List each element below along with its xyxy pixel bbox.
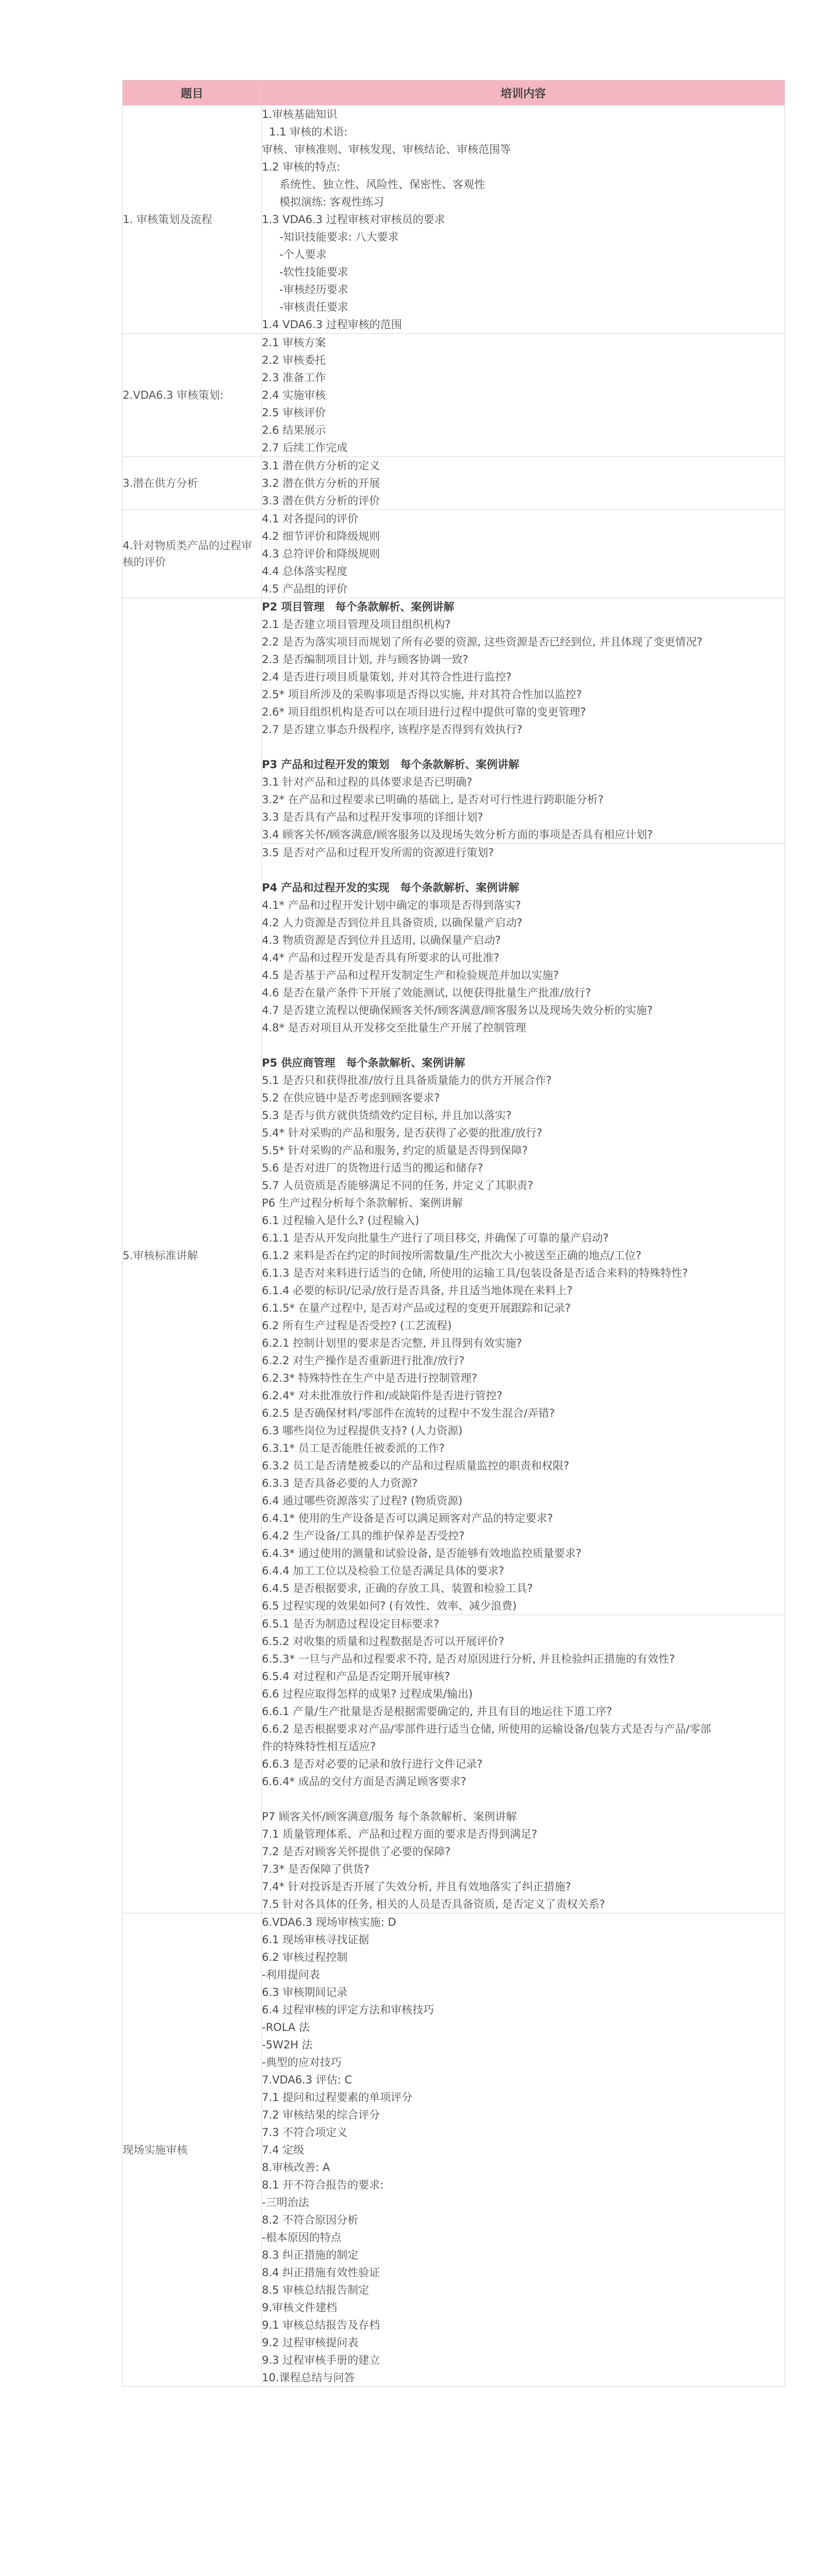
topic-cell: 3.潜在供方分析	[123, 457, 262, 510]
content-line: 2.2 审核委托	[262, 354, 326, 366]
content-line: 7.2 审核结果的综合评分	[262, 2109, 380, 2121]
table-body	[123, 106, 785, 2387]
content-line: 3.3 潜在供方分析的评价	[262, 495, 380, 507]
content-line: 系统性、独立性、风险性、保密性、客观性	[279, 178, 485, 191]
content-line: 6.2.2 对生产操作是否重新进行批准/放行?	[262, 1354, 465, 1367]
content-line: 8.审核改善: A	[262, 2161, 330, 2174]
header-content: 培训内容	[262, 80, 785, 106]
content-line: 4.4 总体落实程度	[262, 565, 348, 578]
table-row	[123, 1913, 785, 2387]
content-line: -三明治法	[262, 2196, 309, 2209]
content-cell	[262, 334, 785, 457]
content-line: 6.6 过程应取得怎样的成果? 过程成果/输出)	[262, 1688, 473, 1700]
content-line: 8.2 不符合原因分析	[262, 2214, 359, 2226]
content-line: 6.5.1 是否为制造过程设定目标要求?	[262, 1618, 440, 1630]
content-line: 6.2.3* 特殊特性在生产中是否进行控制管理?	[262, 1372, 477, 1384]
content-line: 6.4.5 是否根据要求, 正确的存放工具、装置和检验工具?	[262, 1582, 533, 1595]
content-line: 6.1.5* 在量产过程中, 是否对产品或过程的变更开展跟踪和记录?	[262, 1302, 571, 1314]
content-line: 5.2 在供应链中是否考虑到顾客要求?	[262, 1092, 440, 1104]
blank-line	[262, 1037, 784, 1054]
content-line: 6.1.3 是否对来料进行适当的仓储, 所使用的运输工具/包装设备是否适合来料的特殊特性?	[262, 1267, 688, 1279]
content-line: 6.2.1 控制计划里的要求是否完整, 并且得到有效实施?	[262, 1337, 522, 1349]
content-line: 5.3 是否与供方就供货绩效约定目标, 并且加以落实?	[262, 1109, 512, 1122]
content-line: 3.3 是否具有产品和过程开发事项的详细计划?	[262, 811, 483, 823]
content-line: 6.4.2 生产设备/工具的维护保养是否受控?	[262, 1530, 465, 1542]
content-line: 6.4.3* 通过使用的测量和试验设备, 是否能够有效地监控质量要求?	[262, 1547, 582, 1560]
content-line: 4.2 细节评价和降级规则	[262, 530, 380, 543]
content-line: 6.1.1 是否从开发向批量生产进行了项目移交, 并确保了可靠的量产启动?	[262, 1232, 609, 1244]
content-line: 4.8* 是否对项目从开发移交至批量生产开展了控制管理	[262, 1022, 526, 1034]
content-line: 8.5 审核总结报告制定	[262, 2284, 370, 2296]
content-line: 4.5 产品组的评价	[262, 583, 348, 595]
content-line: 8.4 纠正措施有效性验证	[262, 2266, 380, 2279]
content-line: 4.2 人力资源是否到位并且具备资质, 以确保量产启动?	[262, 917, 523, 929]
content-line: 6.6.3 是否对必要的记录和放行进行文件记录?	[262, 1758, 483, 1770]
content-line: 2.3 是否编制项目计划, 并与顾客协调一致?	[262, 653, 469, 666]
content-line: 6.1.4 必要的标识/记录/放行是否具备, 并且适当地体现在来料上?	[262, 1284, 573, 1297]
content-line: 6.2.5 是否确保材料/零部件在流转的过程中不发生混合/弄错?	[262, 1407, 555, 1419]
blank-line	[262, 861, 784, 879]
content-line: 3.2 潜在供方分析的开展	[262, 477, 380, 489]
content-line: 6.5.3* 一旦与产品和过程要求不符, 是否对原因进行分析, 并且检验纠正措施的有效性?	[262, 1653, 675, 1665]
content-line: P3 产品和过程开发的策划 每个条款解析、案例讲解	[262, 758, 520, 771]
content-cell	[262, 844, 785, 1615]
blank-line	[262, 1790, 784, 1808]
content-line: 9.2 过程审核提问表	[262, 2336, 359, 2349]
content-line: 7.4* 针对投诉是否开展了失效分析, 并且有效地落实了纠正措施?	[262, 1880, 572, 1893]
content-line: 1.3 VDA6.3 过程审核对审核员的要求	[262, 213, 445, 226]
topic-cell: 现场实施审核	[123, 1913, 262, 2387]
content-line: 件的特殊特性相互适应?	[262, 1740, 376, 1753]
content-line: 7.1 质量管理体系、产品和过程方面的要求是否得到满足?	[262, 1828, 538, 1840]
content-line: 6.3.2 员工是否清楚被委以的产品和过程质量监控的职责和权限?	[262, 1460, 570, 1472]
content-line: P2 项目管理 每个条款解析、案例讲解	[262, 601, 455, 613]
content-line: 4.3 总符评价和降级规则	[262, 548, 380, 560]
topic-cell: 2.VDA6.3 审核策划:	[123, 334, 262, 457]
content-line: 2.6 结果展示	[262, 424, 326, 436]
content-line: 4.7 是否建立流程以便确保顾客关怀/顾客满意/顾客服务以及现场失效分析的实施?	[262, 1004, 653, 1016]
content-line: -审核责任要求	[279, 301, 348, 313]
content-line: 3.1 针对产品和过程的具体要求是否已明确?	[262, 776, 473, 788]
content-line: 3.4 顾客关怀/顾客满意/顾客服务以及现场失效分析方面的事项是否具有相应计划?	[262, 828, 653, 841]
table-row	[123, 510, 785, 598]
content-line: 3.5 是否对产品和过程开发所需的资源进行策划?	[262, 846, 494, 859]
training-table	[122, 80, 785, 2387]
content-line: 7.4 定级	[262, 2144, 305, 2156]
content-line: 6.3 审核期间记录	[262, 1986, 348, 1998]
content-line: 6.3.3 是否具备必要的人力资源?	[262, 1477, 418, 1489]
content-line: P6 生产过程分析每个条款解析、案例讲解	[262, 1197, 463, 1209]
content-line: 3.1 潜在供方分析的定义	[262, 460, 380, 472]
content-line: 4.5 是否基于产品和过程开发制定生产和检验规范并加以实施?	[262, 969, 559, 981]
content-line: -ROLA 法	[262, 2021, 310, 2033]
content-line: 模拟演练: 客观性练习	[279, 196, 384, 208]
content-line: 5.5* 针对采购的产品和服务, 约定的质量是否得到保障?	[262, 1144, 528, 1157]
content-line: 5.7 人员资质是否能够满足不同的任务, 并定义了其职责?	[262, 1179, 533, 1192]
content-line: 7.1 提问和过程要素的单项评分	[262, 2091, 413, 2104]
content-line: 4.4* 产品和过程开发是否具有所要求的认可批准?	[262, 952, 499, 964]
content-line: 7.3* 是否保障了供货?	[262, 1863, 370, 1875]
content-line: 1.2 审核的特点:	[262, 161, 341, 173]
content-cell	[262, 1913, 785, 2387]
content-cell	[262, 510, 785, 598]
table-row	[123, 598, 785, 844]
content-line: 6.1 现场审核寻找证据	[262, 1934, 370, 1946]
topic-cell: 5.审核标准讲解	[123, 598, 262, 1913]
header-topic: 题目	[123, 80, 262, 106]
content-line: 2.6* 项目组织机构是否可以在项目进行过程中提供可靠的变更管理?	[262, 706, 586, 718]
content-line: 6.4.4 加工工位以及检验工位是否满足具体的要求?	[262, 1565, 505, 1577]
content-line: 8.1 开不符合报告的要求:	[262, 2179, 384, 2191]
content-line: 6.4 过程审核的评定方法和审核技巧	[262, 2004, 435, 2016]
content-line: 6.1.2 来料是否在约定的时间按所需数量/生产批次大小被送至正确的地点/工位?	[262, 1249, 642, 1262]
content-line: 9.1 审核总结报告及存档	[262, 2319, 380, 2331]
content-line: 2.2 是否为落实项目而规划了所有必要的资源, 这些资源是否已经到位, 并且体现了变更情况?	[262, 636, 703, 648]
content-line: 5.1 是否只和获得批准/放行且具备质量能力的供方开展合作?	[262, 1074, 552, 1087]
content-line: 6.5 过程实现的效果如何? (有效性、效率、减少浪费)	[262, 1600, 517, 1612]
content-line: 6.2 所有生产过程是否受控? (工艺流程)	[262, 1319, 452, 1332]
content-line: -审核经历要求	[279, 283, 348, 296]
content-line: 1.审核基础知识	[262, 108, 338, 121]
content-line: 6.6.2 是否根据要求对产品/零部件进行适当仓储, 所使用的运输设备/包装方式是否与产品/零部	[262, 1723, 711, 1735]
content-line: 审核、审核准则、审核发现、审核结论、审核范围等	[262, 143, 511, 156]
content-cell	[262, 1615, 785, 1913]
blank-line	[262, 738, 784, 756]
table-row	[123, 457, 785, 510]
content-line: 6.VDA6.3 现场审核实施: D	[262, 1916, 396, 1928]
content-line: 2.5 审核评价	[262, 406, 326, 419]
content-line: -5W2H 法	[262, 2039, 313, 2051]
content-line: 6.2.4* 对未批准放行件和/或缺陷件是否进行管控?	[262, 1389, 503, 1402]
content-line: 6.4 通过哪些资源落实了过程? (物质资源)	[262, 1495, 463, 1507]
content-line: -个人要求	[279, 248, 327, 261]
content-line: 8.3 纠正措施的制定	[262, 2249, 359, 2261]
content-line: 2.7 是否建立事态升级程序, 该程序是否得到有效执行?	[262, 723, 523, 736]
content-cell	[262, 457, 785, 510]
table-row	[123, 106, 785, 334]
content-line: -知识技能要求: 八大要求	[279, 231, 399, 243]
content-line: 7.5 针对各具体的任务, 相关的人员是否具备资质, 是否定义了责权关系?	[262, 1898, 605, 1910]
content-line: 6.6.4* 成品的交付方面是否满足顾客要求?	[262, 1775, 466, 1788]
content-line: P5 供应商管理 每个条款解析、案例讲解	[262, 1057, 465, 1069]
content-line: 4.1 对各提问的评价	[262, 513, 359, 525]
content-line: 4.3 物质资源是否到位并且适用, 以确保量产启动?	[262, 934, 501, 946]
content-line: 2.1 是否建立项目管理及项目组织机构?	[262, 618, 451, 631]
content-line: P4 产品和过程开发的实现 每个条款解析、案例讲解	[262, 882, 520, 894]
content-line: 9.3 过程审核手册的建立	[262, 2354, 380, 2366]
content-line: 1.1 审核的术语:	[269, 126, 348, 138]
content-cell	[262, 106, 785, 334]
content-line: 2.3 准备工作	[262, 371, 326, 384]
content-line: 1.4 VDA6.3 过程审核的范围	[262, 318, 402, 331]
content-line: 9.审核文件建档	[262, 2301, 338, 2314]
content-line: -利用提问表	[262, 1969, 320, 1981]
topic-cell: 4.针对物质类产品的过程审核的评价	[123, 510, 262, 598]
content-line: 7.3 不符合项定义	[262, 2126, 348, 2139]
table-header-row	[123, 80, 785, 106]
content-line: 2.7 后续工作完成	[262, 442, 348, 454]
content-line: 6.1 过程输入是什么? (过程输入)	[262, 1214, 420, 1227]
content-line: 2.5* 项目所涉及的采购事项是否得以实施, 并对其符合性加以监控?	[262, 688, 582, 701]
content-line: -根本原因的特点	[262, 2231, 342, 2244]
table-row	[123, 334, 785, 457]
content-line: 3.2* 在产品和过程要求已明确的基础上, 是否对可行性进行跨职能分析?	[262, 793, 604, 806]
content-line: 6.5.2 对收集的质量和过程数据是否可以开展评价?	[262, 1635, 505, 1648]
content-line: 6.2 审核过程控制	[262, 1951, 348, 1963]
content-line: 10.课程总结与问答	[262, 2371, 355, 2384]
topic-cell: 1. 审核策划及流程	[123, 106, 262, 334]
content-line: 4.1* 产品和过程开发计划中确定的事项是否得到落实?	[262, 899, 521, 911]
content-line: 6.4.1* 使用的生产设备是否可以满足顾客对产品的特定要求?	[262, 1512, 553, 1524]
content-line: 2.4 是否进行项目质量策划, 并对其符合性进行监控?	[262, 671, 512, 683]
content-line: 4.6 是否在量产条件下开展了效能测试, 以便获得批量生产批准/放行?	[262, 987, 591, 999]
content-line: 5.4* 针对采购的产品和服务, 是否获得了必要的批准/放行?	[262, 1127, 543, 1139]
content-cell	[262, 598, 785, 844]
content-line: 2.4 实施审核	[262, 389, 326, 401]
content-line: -典型的应对技巧	[262, 2056, 342, 2069]
content-line: 2.1 审核方案	[262, 336, 326, 349]
content-line: 6.6.1 产量/生产批量是否是根据需要确定的, 并且有目的地运往下道工序?	[262, 1705, 612, 1718]
content-line: 7.VDA6.3 评估: C	[262, 2074, 353, 2086]
content-line: 7.2 是否对顾客关怀提供了必要的保障?	[262, 1845, 451, 1858]
content-line: -软性技能要求	[279, 266, 348, 278]
content-line: P7 顾客关怀/顾客满意/服务 每个条款解析、案例讲解	[262, 1810, 517, 1823]
content-line: 6.5.4 对过程和产品是否定期开展审核?	[262, 1670, 450, 1683]
content-line: 6.3 哪些岗位为过程提供支持? (人力资源)	[262, 1425, 463, 1437]
content-line: 6.3.1* 员工是否能胜任被委派的工作?	[262, 1442, 445, 1454]
content-line: 5.6 是否对进厂的货物进行适当的搬运和储存?	[262, 1162, 483, 1174]
